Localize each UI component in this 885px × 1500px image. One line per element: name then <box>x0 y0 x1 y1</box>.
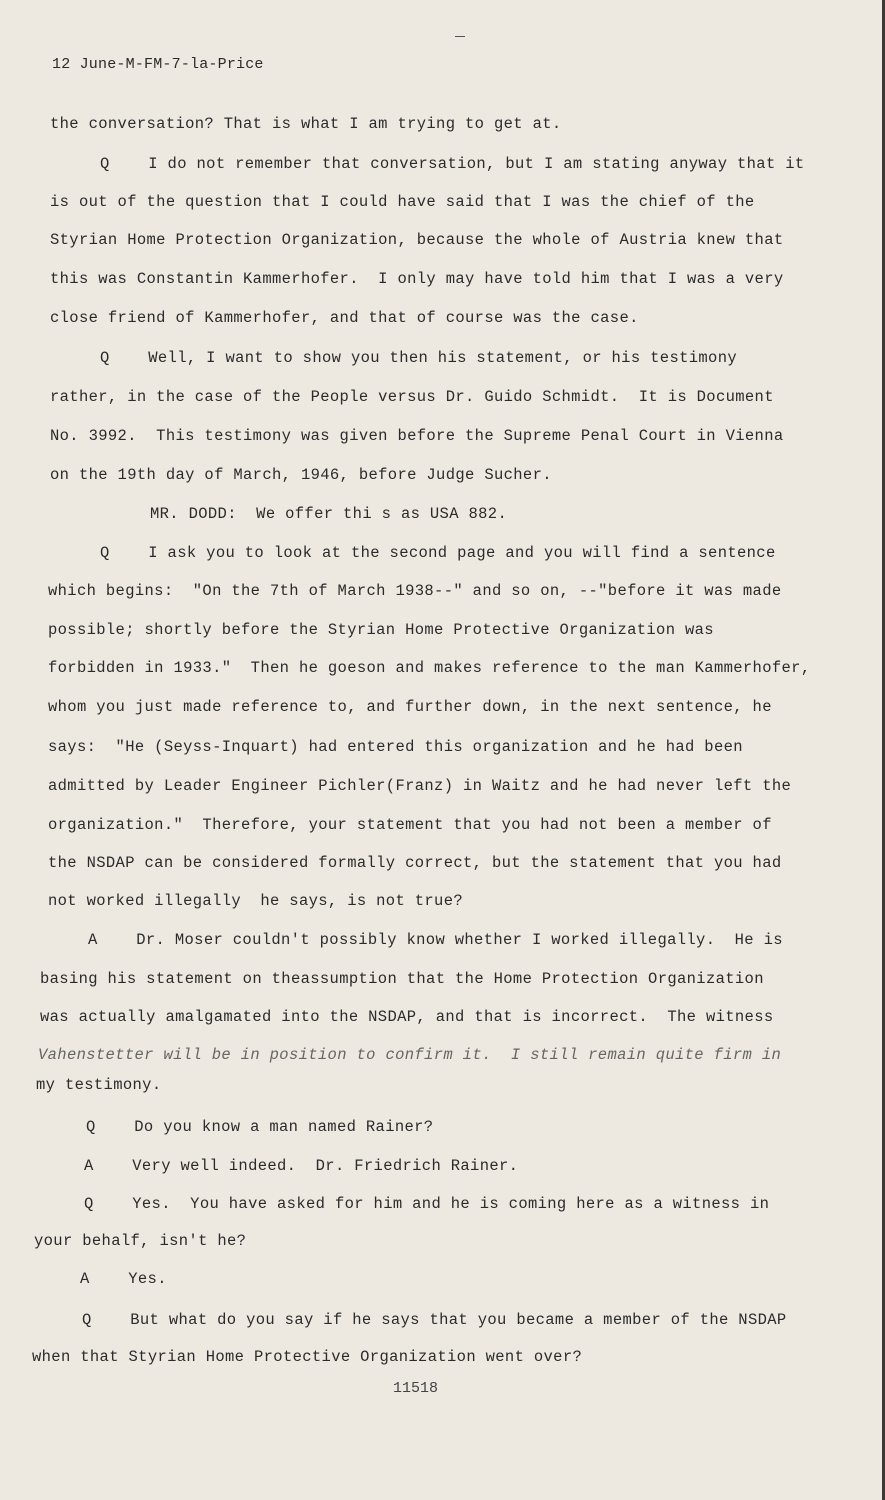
transcript-line: rather, in the case of the People versus Dr. Guido Schmidt. It is Document <box>50 388 774 406</box>
transcript-line: Q But what do you say if he says that you became a member of the NSDAP <box>82 1311 787 1329</box>
transcript-line: forbidden in 1933." Then he goeson and makes reference to the man Kammerhofer, <box>48 659 811 677</box>
transcript-line: possible; shortly before the Styrian Home Protective Organization was <box>48 621 714 639</box>
transcript-line: Q I do not remember that conversation, but I am stating anyway that it <box>100 155 805 173</box>
transcript-line: close friend of Kammerhofer, and that of course was the case. <box>50 309 639 327</box>
transcript-line: Q Do you know a man named Rainer? <box>86 1118 434 1136</box>
transcript-line: Q Well, I want to show you then his statement, or his testimony <box>100 349 737 367</box>
transcript-line: when that Styrian Home Protective Organization went over? <box>32 1348 583 1366</box>
top-mark <box>455 36 465 37</box>
page-number: 11518 <box>393 1380 439 1397</box>
transcript-line: A Very well indeed. Dr. Friedrich Rainer. <box>84 1157 519 1175</box>
transcript-line: my testimony. <box>36 1076 162 1094</box>
transcript-line: admitted by Leader Engineer Pichler(Franz) in Waitz and he had never left the <box>48 777 792 795</box>
transcript-line: MR. DODD: We offer thi s as USA 882. <box>150 505 508 523</box>
transcript-line: Vahenstetter will be in position to confirm it. I still remain quite firm in <box>38 1046 782 1064</box>
transcript-line: organization." Therefore, your statement that you had not been a member of <box>48 816 772 834</box>
transcript-line: A Yes. <box>80 1270 167 1288</box>
transcript-line: this was Constantin Kammerhofer. I only may have told him that I was a very <box>50 270 784 288</box>
transcript-line: Q Yes. You have asked for him and he is coming here as a witness in <box>84 1195 770 1213</box>
page-header: 12 June-M-FM-7-la-Price <box>52 56 264 73</box>
transcript-line: says: "He (Seyss-Inquart) had entered this organization and he had been <box>48 738 743 756</box>
transcript-line: which begins: "On the 7th of March 1938--" and so on, --"before it was made <box>48 582 782 600</box>
transcript-line: not worked illegally he says, is not true? <box>48 892 464 910</box>
transcript-line: is out of the question that I could have said that I was the chief of the <box>50 193 755 211</box>
transcript-line: basing his statement on theassumption that the Home Protection Organization <box>40 970 764 988</box>
transcript-line: Styrian Home Protection Organization, because the whole of Austria knew that <box>50 231 784 249</box>
transcript-line: whom you just made reference to, and further down, in the next sentence, he <box>48 698 772 716</box>
transcript-line: the conversation? That is what I am trying to get at. <box>50 115 562 133</box>
transcript-line: A Dr. Moser couldn't possibly know whether I worked illegally. He is <box>88 931 783 949</box>
transcript-line: Q I ask you to look at the second page and you will find a sentence <box>100 544 776 562</box>
transcript-line: was actually amalgamated into the NSDAP, and that is incorrect. The witness <box>40 1008 774 1026</box>
transcript-line: on the 19th day of March, 1946, before Judge Sucher. <box>50 466 552 484</box>
transcript-line: No. 3992. This testimony was given before the Supreme Penal Court in Vienna <box>50 427 784 445</box>
transcript-line: the NSDAP can be considered formally correct, but the statement that you had <box>48 854 782 872</box>
transcript-line: your behalf, isn't he? <box>34 1232 247 1250</box>
